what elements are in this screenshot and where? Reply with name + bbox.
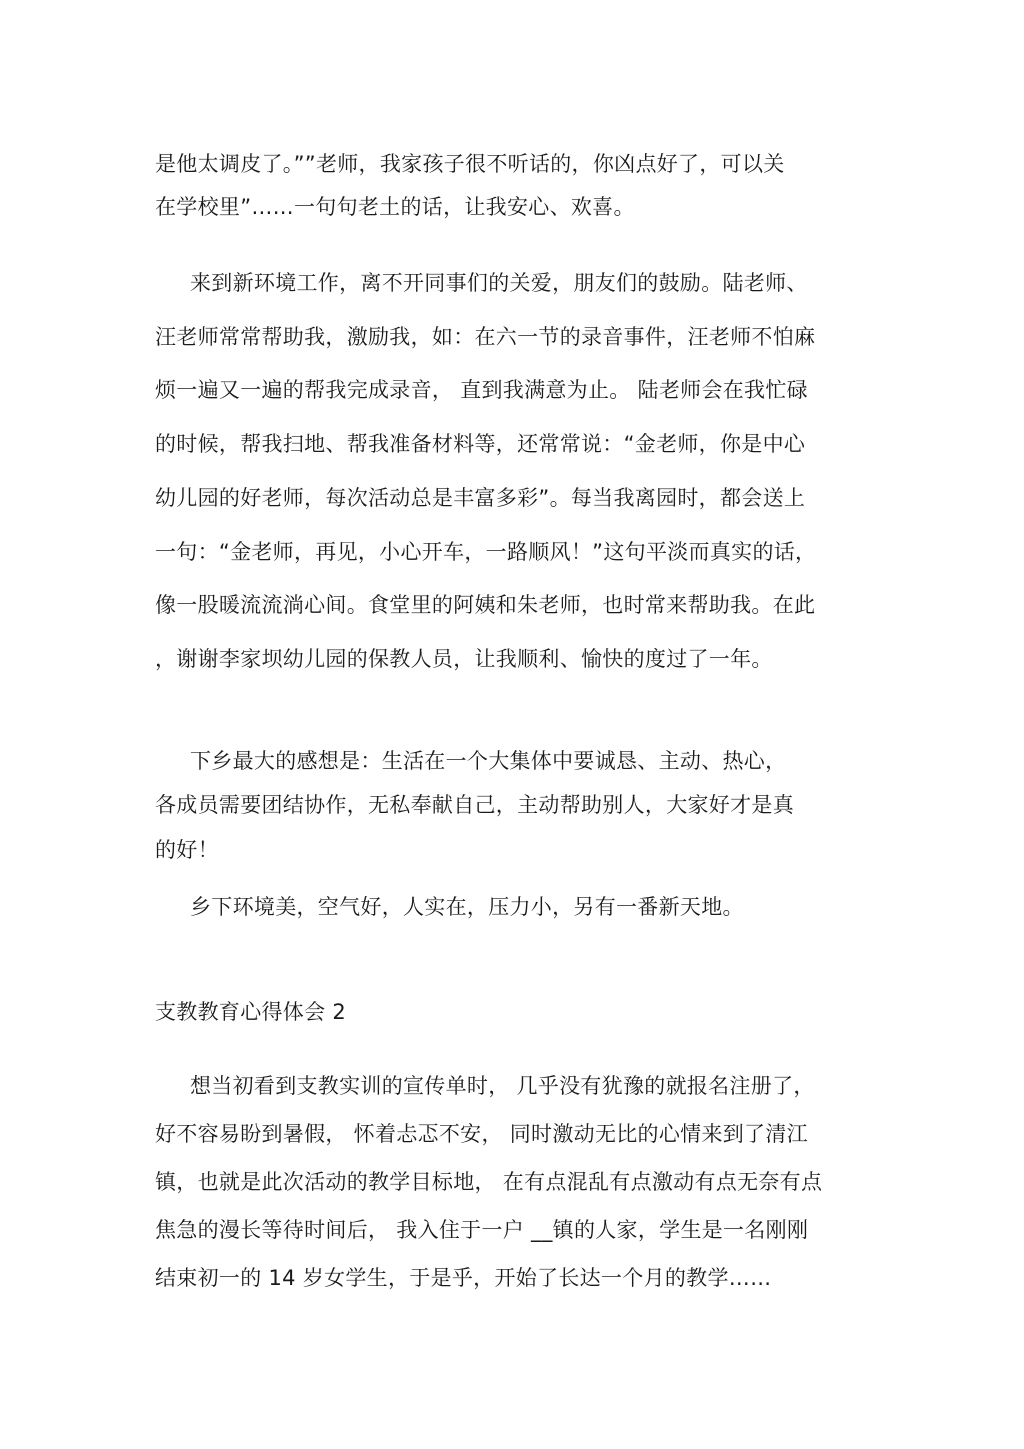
text-line: 的时候，帮我扫地、帮我准备材料等，还常常说：“金老师，你是中心 <box>155 432 806 456</box>
text-line: 是他太调皮了。””老师，我家孩子很不听话的，你凶点好了，可以关 <box>155 152 785 176</box>
paragraph-start-line: 想当初看到支教实训的宣传单时， 几乎没有犹豫的就报名注册了， <box>190 1074 815 1098</box>
text-line: 各成员需要团结协作，无私奉献自己，主动帮助别人，大家好才是真 <box>155 793 794 817</box>
paragraph-start-line: 乡下环境美，空气好，人实在，压力小，另有一番新天地。 <box>190 895 744 919</box>
section-heading: 支教教育心得体会 2 <box>155 1000 347 1024</box>
paragraph-start-line: 来到新环境工作，离不开同事们的关爱，朋友们的鼓励。陆老师、 <box>190 271 808 295</box>
text-line: 在学校里”……一句句老土的话，让我安心、欢喜。 <box>155 195 635 219</box>
text-line: 幼儿园的好老师，每次活动总是丰富多彩”。每当我离园时，都会送上 <box>155 486 806 510</box>
text-line: 结束初一的 14 岁女学生，于是乎，开始了长达一个月的教学…… <box>155 1266 772 1290</box>
text-line: 镇，也就是此次活动的教学目标地， 在有点混乱有点激动有点无奈有点 <box>155 1170 823 1194</box>
text-line: 一句：“金老师，再见，小心开车，一路顺风！”这句平淡而真实的话， <box>155 540 817 564</box>
text-line: 焦急的漫长等待时间后， 我入住于一户 __镇的人家，学生是一名刚刚 <box>155 1218 809 1242</box>
text-line: 的好！ <box>155 838 219 862</box>
text-line: ，谢谢李家坝幼儿园的保教人员，让我顺利、愉快的度过了一年。 <box>155 647 773 671</box>
text-line: 汪老师常常帮助我，激励我，如：在六一节的录音事件，汪老师不怕麻 <box>155 325 816 349</box>
text-line: 像一股暖流流淌心间。食堂里的阿姨和朱老师，也时常来帮助我。在此 <box>155 593 816 617</box>
paragraph-start-line: 下乡最大的感想是：生活在一个大集体中要诚恳、主动、热心， <box>190 749 787 773</box>
text-line: 好不容易盼到暑假， 怀着忐忑不安， 同时激动无比的心情来到了清江 <box>155 1122 808 1146</box>
text-line: 烦一遍又一遍的帮我完成录音， 直到我满意为止。 陆老师会在我忙碌 <box>155 378 808 402</box>
